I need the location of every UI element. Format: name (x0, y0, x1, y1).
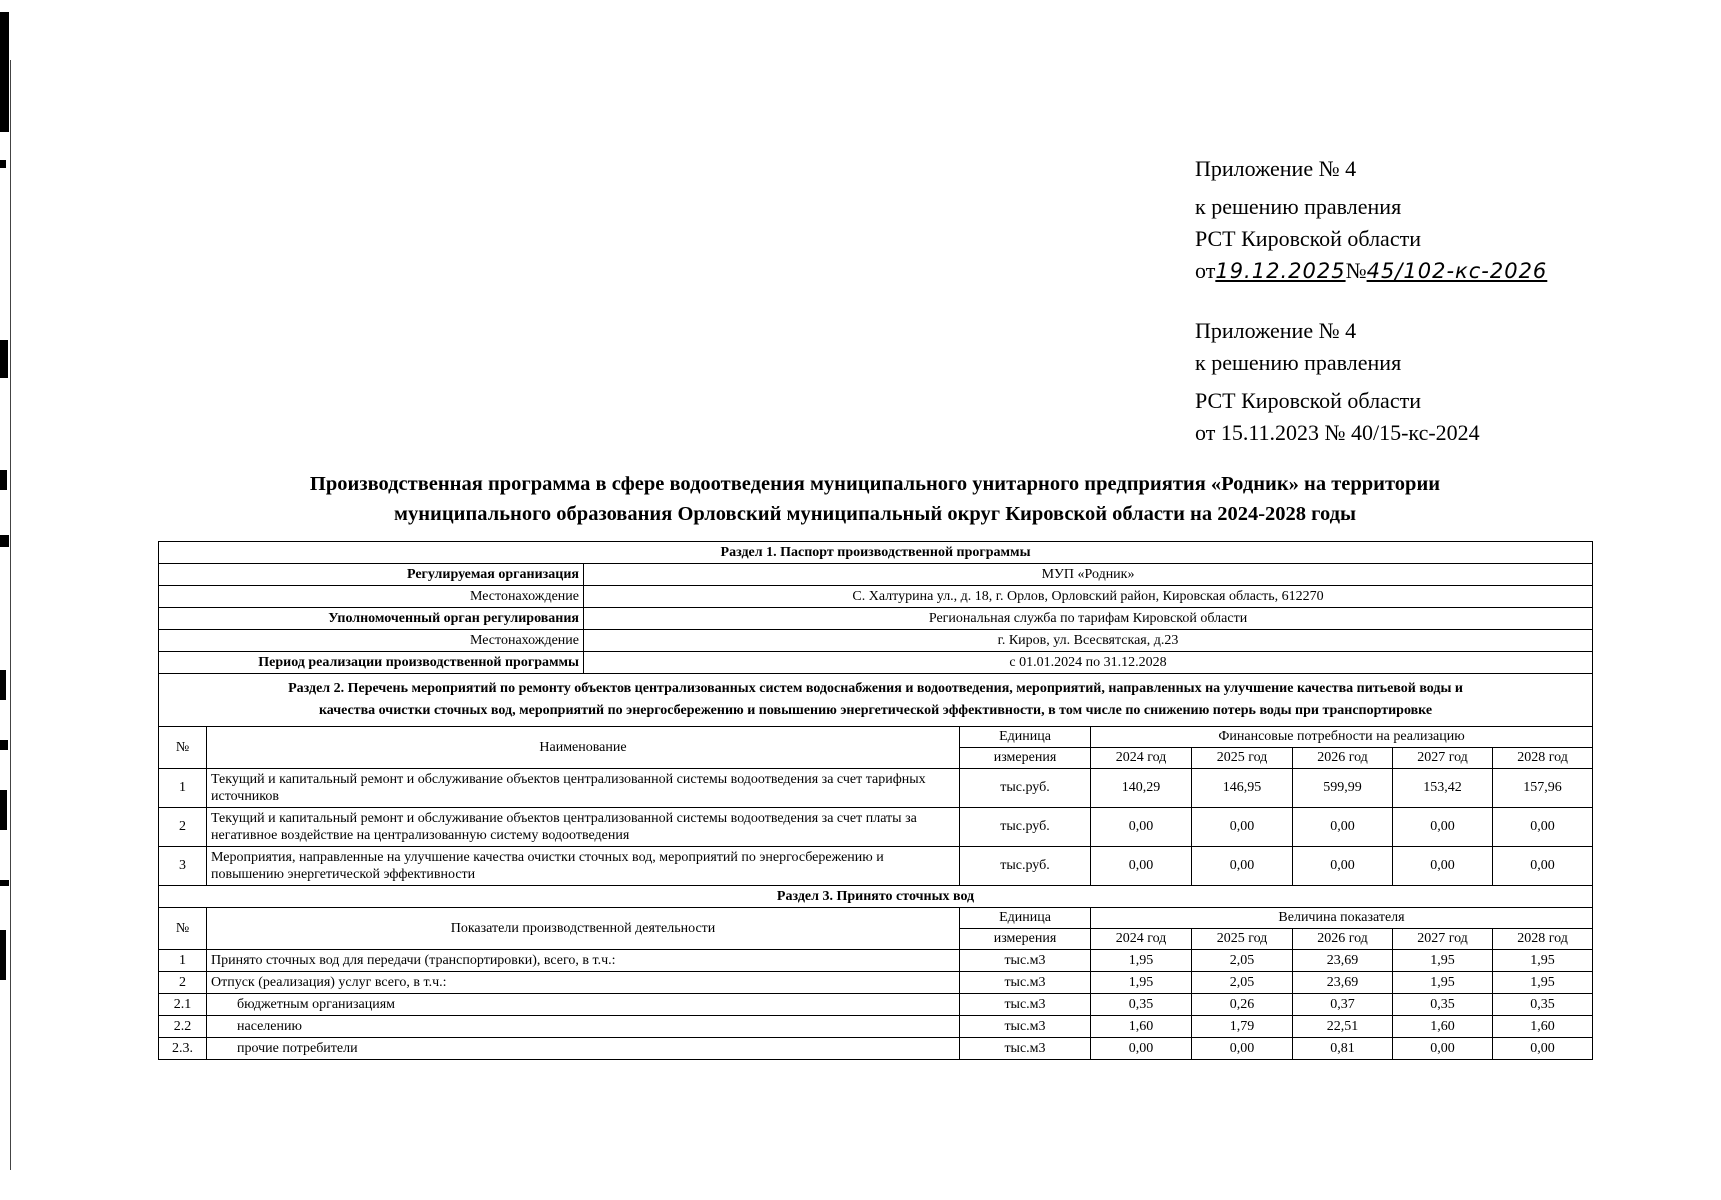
row-value: 0,00 (1393, 1038, 1493, 1060)
passport-label: Регулируемая организация (159, 564, 584, 586)
table-row (159, 847, 1593, 886)
row-no: 1 (159, 769, 207, 808)
passport-value: МУП «Родник» (584, 564, 1593, 586)
col-header-year: 2024 год (1091, 748, 1192, 769)
table-row (159, 972, 1593, 994)
section2-heading-line2: качества очистки сточных вод, мероприятий по энергосбережению и повышению энергетической эффективности, в том числе по снижению потерь воды при транспортировке (318, 703, 1433, 718)
row-value: 0,35 (1393, 994, 1493, 1016)
appendix-new-line1: Приложение № 4 (1195, 156, 1357, 181)
row-value: 1,95 (1493, 972, 1593, 994)
row-no: 1 (159, 950, 207, 972)
table-row (159, 769, 1593, 808)
passport-value: г. Киров, ул. Всесвятская, д.23 (584, 630, 1593, 652)
row-name: бюджетным организациям (207, 994, 960, 1016)
row-name: прочие потребители (207, 1038, 960, 1060)
row-value: 0,00 (1493, 1038, 1593, 1060)
row-value: 0,00 (1393, 847, 1493, 886)
row-value: 1,60 (1091, 1016, 1192, 1038)
row-unit: тыс.м3 (960, 994, 1091, 1016)
row-value: 1,60 (1393, 1016, 1493, 1038)
passport-row (159, 564, 1593, 586)
section2-heading (159, 674, 1593, 727)
col-header-year: 2026 год (1293, 929, 1393, 950)
row-value: 0,00 (1493, 847, 1593, 886)
row-name: Мероприятия, направленные на улучшение качества очистки сточных вод, мероприятий по энергосбережению и повышению энергетической эффективности (207, 847, 960, 886)
col-header-year: 2024 год (1091, 929, 1192, 950)
program-table (158, 541, 1593, 1060)
row-unit: тыс.м3 (960, 1038, 1091, 1060)
row-value: 0,00 (1293, 847, 1393, 886)
row-name: населению (207, 1016, 960, 1038)
col-header-year: 2026 год (1293, 748, 1393, 769)
appendix-old-line2: к решению правления (1195, 350, 1402, 375)
row-value: 1,95 (1091, 950, 1192, 972)
col-header-group: Величина показателя (1091, 908, 1593, 929)
row-name: Текущий и капитальный ремонт и обслуживание объектов централизованной системы водоотведения за счет платы за негативное воздействие на централизованную систему водоотведения (207, 808, 960, 847)
row-value: 0,00 (1192, 1038, 1293, 1060)
col-header-unit-1: Единица (960, 908, 1091, 929)
table-row (159, 808, 1593, 847)
table-row (159, 994, 1593, 1016)
row-value: 0,35 (1493, 994, 1593, 1016)
row-value: 1,95 (1393, 972, 1493, 994)
title-line2: муниципального образования Орловский муниципальный округ Кировской области на 2024-2028 годы (394, 503, 1356, 525)
row-value: 0,26 (1192, 994, 1293, 1016)
col-header-year: 2028 год (1493, 929, 1593, 950)
table-row (159, 950, 1593, 972)
row-name: Принято сточных вод для передачи (транспортировки), всего, в т.ч.: (207, 950, 960, 972)
passport-value: С. Халтурина ул., д. 18, г. Орлов, Орловский район, Кировская область, 612270 (584, 586, 1593, 608)
appendix-new-date-line (1195, 255, 1547, 287)
appendix-old-line4: от 15.11.2023 № 40/15-кс-2024 (1195, 420, 1480, 445)
row-unit: тыс.м3 (960, 1016, 1091, 1038)
passport-row (159, 608, 1593, 630)
passport-value: с 01.01.2024 по 31.12.2028 (584, 652, 1593, 674)
col-header-name: Наименование (207, 727, 960, 769)
row-value: 0,00 (1091, 808, 1192, 847)
row-value: 1,60 (1493, 1016, 1593, 1038)
row-no: 2.3. (159, 1038, 207, 1060)
col-header-year: 2025 год (1192, 748, 1293, 769)
appendix-new-line2: к решению правления (1195, 194, 1402, 219)
title-line1: Производственная программа в сфере водоотведения муниципального унитарного предприятия «Родник» на территории (309, 473, 1441, 495)
passport-label: Уполномоченный орган регулирования (159, 608, 584, 630)
passport-label: Местонахождение (159, 630, 584, 652)
col-header-group: Финансовые потребности на реализацию (1091, 727, 1593, 748)
row-value: 0,81 (1293, 1038, 1393, 1060)
row-value: 1,95 (1493, 950, 1593, 972)
passport-row (159, 630, 1593, 652)
col-header-name: Показатели производственной деятельности (207, 908, 960, 950)
row-unit: тыс.м3 (960, 972, 1091, 994)
row-no: 2.1 (159, 994, 207, 1016)
row-value: 0,00 (1493, 808, 1593, 847)
scan-edge-marks (0, 0, 14, 1200)
passport-row (159, 652, 1593, 674)
passport-row (159, 586, 1593, 608)
row-value: 599,99 (1293, 769, 1393, 808)
appendix-new-block (1195, 153, 1547, 287)
section1-heading: Раздел 1. Паспорт производственной программы (159, 542, 1593, 564)
col-header-unit-1: Единица (960, 727, 1091, 748)
row-value: 0,00 (1393, 808, 1493, 847)
row-value: 153,42 (1393, 769, 1493, 808)
row-value: 1,79 (1192, 1016, 1293, 1038)
row-value: 0,00 (1293, 808, 1393, 847)
row-value: 1,95 (1393, 950, 1493, 972)
row-unit: тыс.руб. (960, 847, 1091, 886)
passport-value: Региональная служба по тарифам Кировской области (584, 608, 1593, 630)
row-value: 23,69 (1293, 972, 1393, 994)
col-header-no: № (159, 908, 207, 950)
handwritten-number: 45/102-кс-2026 (1366, 259, 1548, 283)
appendix-old-block (1195, 315, 1480, 449)
row-value: 0,00 (1192, 847, 1293, 886)
passport-label: Период реализации производственной программы (159, 652, 584, 674)
row-value: 140,29 (1091, 769, 1192, 808)
section2-heading-line1: Раздел 2. Перечень мероприятий по ремонту объектов централизованных систем водоснабжения и водоотведения, мероприятий, направленных на улучшение качества питьевой воды и (288, 681, 1463, 696)
row-unit: тыс.м3 (960, 950, 1091, 972)
appendix-new-from: от (1195, 258, 1216, 283)
row-value: 0,00 (1091, 847, 1192, 886)
row-name: Отпуск (реализация) услуг всего, в т.ч.: (207, 972, 960, 994)
table-row (159, 1016, 1593, 1038)
row-value: 2,05 (1192, 950, 1293, 972)
col-header-year: 2027 год (1393, 748, 1493, 769)
col-header-year: 2027 год (1393, 929, 1493, 950)
col-header-no: № (159, 727, 207, 769)
row-no: 2 (159, 972, 207, 994)
col-header-year: 2025 год (1192, 929, 1293, 950)
table-row (159, 1038, 1593, 1060)
row-name: Текущий и капитальный ремонт и обслуживание объектов централизованной системы водоотведения за счет тарифных источников (207, 769, 960, 808)
handwritten-date: 19.12.2025 (1215, 259, 1346, 283)
appendix-new-line3: РСТ Кировской области (1195, 226, 1421, 251)
row-no: 2.2 (159, 1016, 207, 1038)
row-no: 3 (159, 847, 207, 886)
row-value: 22,51 (1293, 1016, 1393, 1038)
row-unit: тыс.руб. (960, 808, 1091, 847)
appendix-new-number-sign: № (1345, 258, 1367, 283)
row-value: 0,37 (1293, 994, 1393, 1016)
appendix-old-line3: РСТ Кировской области (1195, 388, 1421, 413)
appendix-old-line1: Приложение № 4 (1195, 318, 1357, 343)
section3-heading: Раздел 3. Принято сточных вод (159, 886, 1593, 908)
row-value: 157,96 (1493, 769, 1593, 808)
row-value: 2,05 (1192, 972, 1293, 994)
row-unit: тыс.руб. (960, 769, 1091, 808)
passport-label: Местонахождение (159, 586, 584, 608)
row-value: 0,00 (1192, 808, 1293, 847)
col-header-year: 2028 год (1493, 748, 1593, 769)
row-value: 0,00 (1091, 1038, 1192, 1060)
document-title (150, 469, 1600, 529)
row-value: 1,95 (1091, 972, 1192, 994)
row-value: 23,69 (1293, 950, 1393, 972)
row-value: 146,95 (1192, 769, 1293, 808)
col-header-unit-2: измерения (960, 748, 1091, 769)
row-value: 0,35 (1091, 994, 1192, 1016)
col-header-unit-2: измерения (960, 929, 1091, 950)
row-no: 2 (159, 808, 207, 847)
